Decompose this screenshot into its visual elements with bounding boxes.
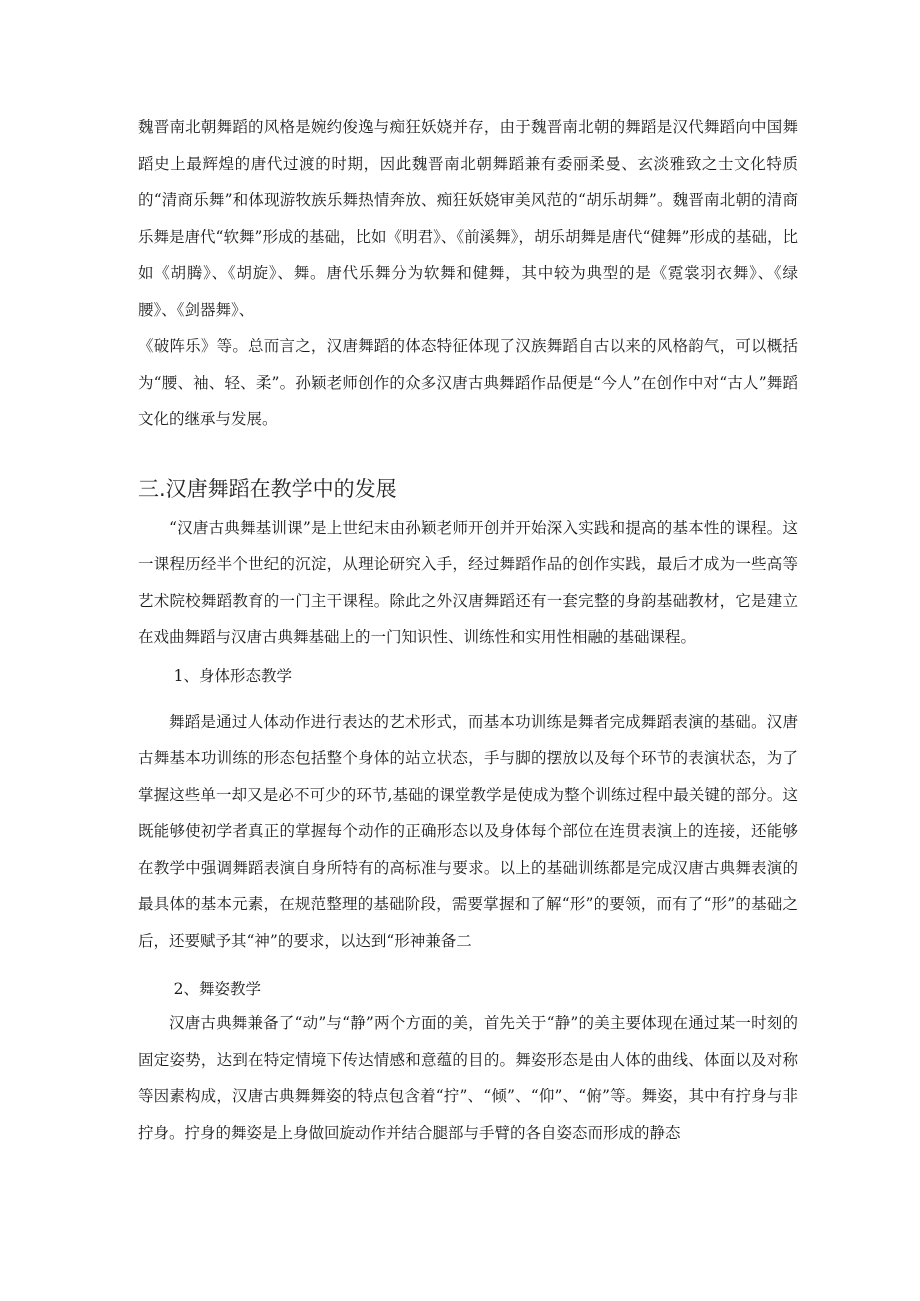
subsection-1-heading: 1、身体形态教学 — [173, 666, 293, 685]
document-page — [138, 109, 798, 1151]
subsection-2-heading: 2、舞姿教学 — [173, 980, 262, 998]
intro-paragraph-1: 魏晋南北朝舞蹈的风格是婉约俊逸与痴狂妖娆并存，由于魏晋南北朝的舞蹈是汉代舞蹈向中国舞蹈史上最辉煌的唐代过渡的时期，因此魏晋南北朝舞蹈兼有委丽柔曼、玄淡雅致之士文化特质的“清商乐舞”和体现游牧族乐舞热情奔放、痴狂妖娆审美风范的“胡乐胡舞”。魏晋南北朝的清商乐舞是唐代“软舞”形成的基础，比如《明君》、《前溪舞》，胡乐胡舞是唐代“健舞”形成的基础，比如《胡腾》、《胡旋》、舞。唐代乐舞分为软舞和健舞，其中较为典型的是《霓裳羽衣舞》、《绿腰》、《剑器舞》、 — [138, 118, 798, 319]
section-3-intro-paragraph: “汉唐古典舞基训课”是上世纪末由孙颖老师开创并开始深入实践和提高的基本性的课程。这一课程历经半个世纪的沉淀，从理论研究入手，经过舞蹈作品的创作实践，最后才成为一些高等艺术院校舞蹈教育的一门主干课程。除此之外汉唐舞蹈还有一套完整的身韵基础教材，它是建立在戏曲舞蹈与汉唐古典舞基础上的一门知识性、训练性和实用性相融的基础课程。 — [138, 518, 798, 646]
intro-paragraph-2: 《破阵乐》等。总而言之，汉唐舞蹈的体态特征体现了汉族舞蹈自古以来的风格韵气，可以概括为“腰、袖、轻、柔”。孙颖老师创作的众多汉唐古典舞蹈作品便是“今人”在创作中对“古人”舞蹈文化的继承与发展。 — [138, 337, 798, 428]
subsection-1-paragraph: 舞蹈是通过人体动作进行表达的艺术形式，而基本功训练是舞者完成舞蹈表演的基础。汉唐古舞基本功训练的形态包括整个身体的站立状态，手与脚的摆放以及每个环节的表演状态，为了掌握这些单一却又是必不可少的环节,基础的课堂教学是使成为整个训练过程中最关键的部分。这既能够使初学者真正的掌握每个动作的正确形态以及身体每个部位在连贯表演上的连接，还能够在教学中强调舞蹈表演自身所特有的高标准与要求。以上的基础训练都是完成汉唐古典舞表演的最具体的基本元素，在规范整理的基础阶段，需要掌握和了解“形”的要领，而有了“形”的基础之后，还要赋予其“神”的要求，以达到“形神兼备二 — [138, 712, 798, 950]
subsection-2-paragraph: 汉唐古典舞兼备了“动”与“静”两个方面的美，首先关于“静”的美主要体现在通过某一时刻的固定姿势，达到在特定情境下传达情感和意蕴的目的。舞姿形态是由人体的曲线、体面以及对称等因素构成，汉唐古典舞舞姿的特点包含着“拧”、“倾”、“仰”、“俯”等。舞姿，其中有拧身与非拧身。拧身的舞姿是上身做回旋动作并结合腿部与手臂的各自姿态而形成的静态 — [138, 1014, 798, 1142]
section-3-heading: 三.汉唐舞蹈在教学中的发展 — [138, 476, 397, 501]
